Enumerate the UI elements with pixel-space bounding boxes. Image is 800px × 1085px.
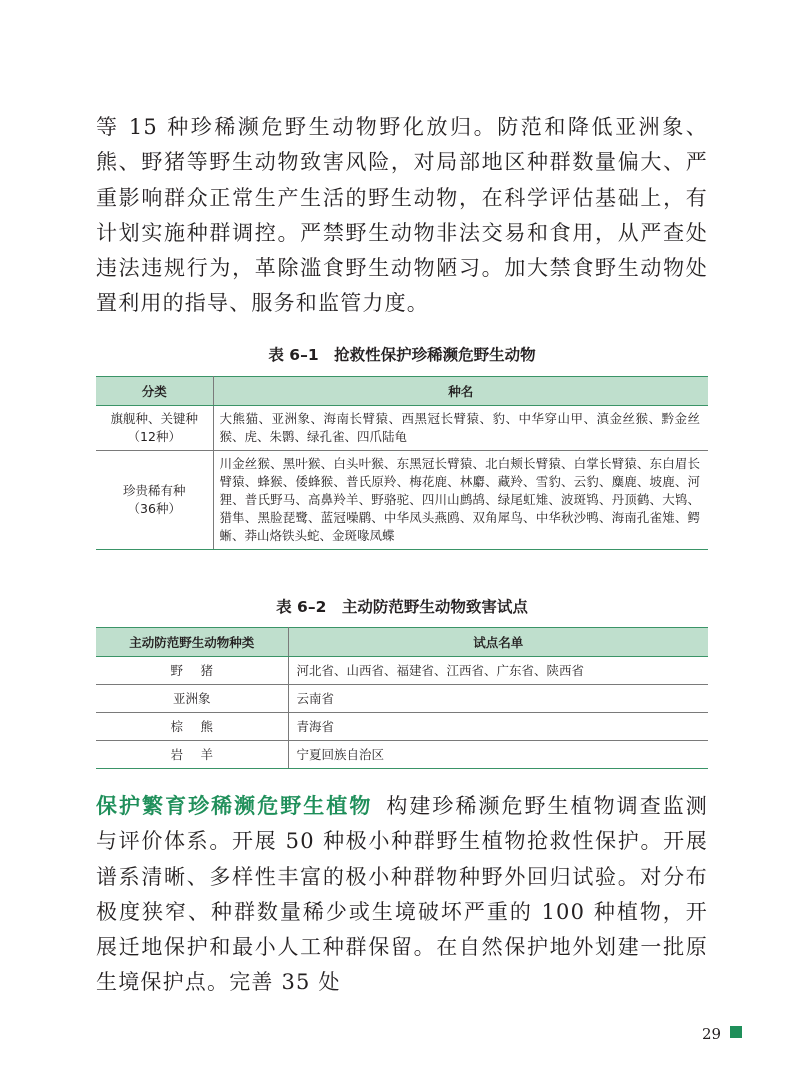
- section-body: 构建珍稀濒危野生植物调查监测与评价体系。开展 50 种极小种群野生植物抢救性保护。开展谱系清晰、多样性丰富的极小种群物种野外回归试验。对分布极度狭窄、种群数量稀少或生境破坏严重的 100 种植物，开展迁地保护和最小人工种群保留。在自然保护地外划建一批原生境保护点。完善 35 处: [96, 794, 708, 995]
- section-heading: 保护繁育珍稀濒危野生植物: [96, 793, 373, 818]
- page-marker-square: [730, 1026, 742, 1038]
- pilot-sites: 青海省: [288, 713, 708, 741]
- pilot-sites: 河北省、山西省、福建省、江西省、广东省、陕西省: [288, 657, 708, 685]
- category-count: （36种）: [127, 501, 181, 516]
- table2-title: 表 6–2 主动防范野生动物致害试点: [276, 598, 528, 616]
- page-number: 29: [702, 1025, 722, 1043]
- table-row: [96, 741, 708, 769]
- category-label: 珍贵稀有种: [122, 483, 186, 498]
- table-row: [96, 657, 708, 685]
- pilot-sites: 云南省: [288, 685, 708, 713]
- table1-header-species: 种名: [213, 377, 708, 406]
- table1-category-cell: [96, 406, 213, 451]
- animal-name: 野猪: [96, 657, 288, 685]
- animal-name: 亚洲象: [96, 685, 288, 713]
- table-row: [96, 713, 708, 741]
- table1-title: 表 6–1 抢救性保护珍稀濒危野生动物: [268, 346, 536, 364]
- animal-name: 岩羊: [96, 741, 288, 769]
- table-row: [96, 406, 708, 451]
- category-count: （12种）: [127, 429, 181, 444]
- table1-header-category: 分类: [96, 377, 213, 406]
- category-label: 旗舰种、关键种: [110, 411, 198, 426]
- species-list: 大熊猫、亚洲象、海南长臂猿、西黑冠长臂猿、豹、中华穿山甲、滇金丝猴、黔金丝猴、虎、朱鹮、绿孔雀、四爪陆龟: [213, 406, 708, 451]
- table1-category-cell: [96, 451, 213, 550]
- animal-name: 棕熊: [96, 713, 288, 741]
- table2-header-row: [96, 628, 708, 657]
- intro-paragraph: 等 15 种珍稀濒危野生动物野化放归。防范和降低亚洲象、熊、野猪等野生动物致害风险，对局部地区种群数量偏大、严重影响群众正常生产生活的野生动物，在科学评估基础上，有计划实施种群调控。严禁野生动物非法交易和食用，从严查处违法违规行为，革除滥食野生动物陋习。加大禁食野生动物处置利用的指导、服务和监管力度。: [96, 115, 708, 316]
- species-list: 川金丝猴、黑叶猴、白头叶猴、东黑冠长臂猿、北白颊长臂猿、白掌长臂猿、东白眉长臂猿、蜂猴、倭蜂猴、普氏原羚、梅花鹿、林麝、藏羚、雪豹、云豹、麋鹿、坡鹿、河狸、普氏野马、高鼻羚羊、野骆驼、四川山鹧鸪、绿尾虹雉、波斑鸨、丹顶鹤、大鸨、猎隼、黑脸琵鹭、蓝冠噪鹛、中华凤头燕鸥、双角犀鸟、中华秋沙鸭、海南孔雀雉、鳄蜥、莽山烙铁头蛇、金斑喙凤蝶: [213, 451, 708, 550]
- table-row: [96, 451, 708, 550]
- table1-rescue-protection: [96, 376, 708, 550]
- table2-damage-prevention: [96, 627, 708, 769]
- pilot-sites: 宁夏回族自治区: [288, 741, 708, 769]
- table-row: [96, 685, 708, 713]
- table2-header-animal: 主动防范野生动物种类: [96, 628, 288, 657]
- plant-protection-paragraph: [96, 788, 708, 1001]
- table2-header-sites: 试点名单: [288, 628, 708, 657]
- table1-header-row: [96, 377, 708, 406]
